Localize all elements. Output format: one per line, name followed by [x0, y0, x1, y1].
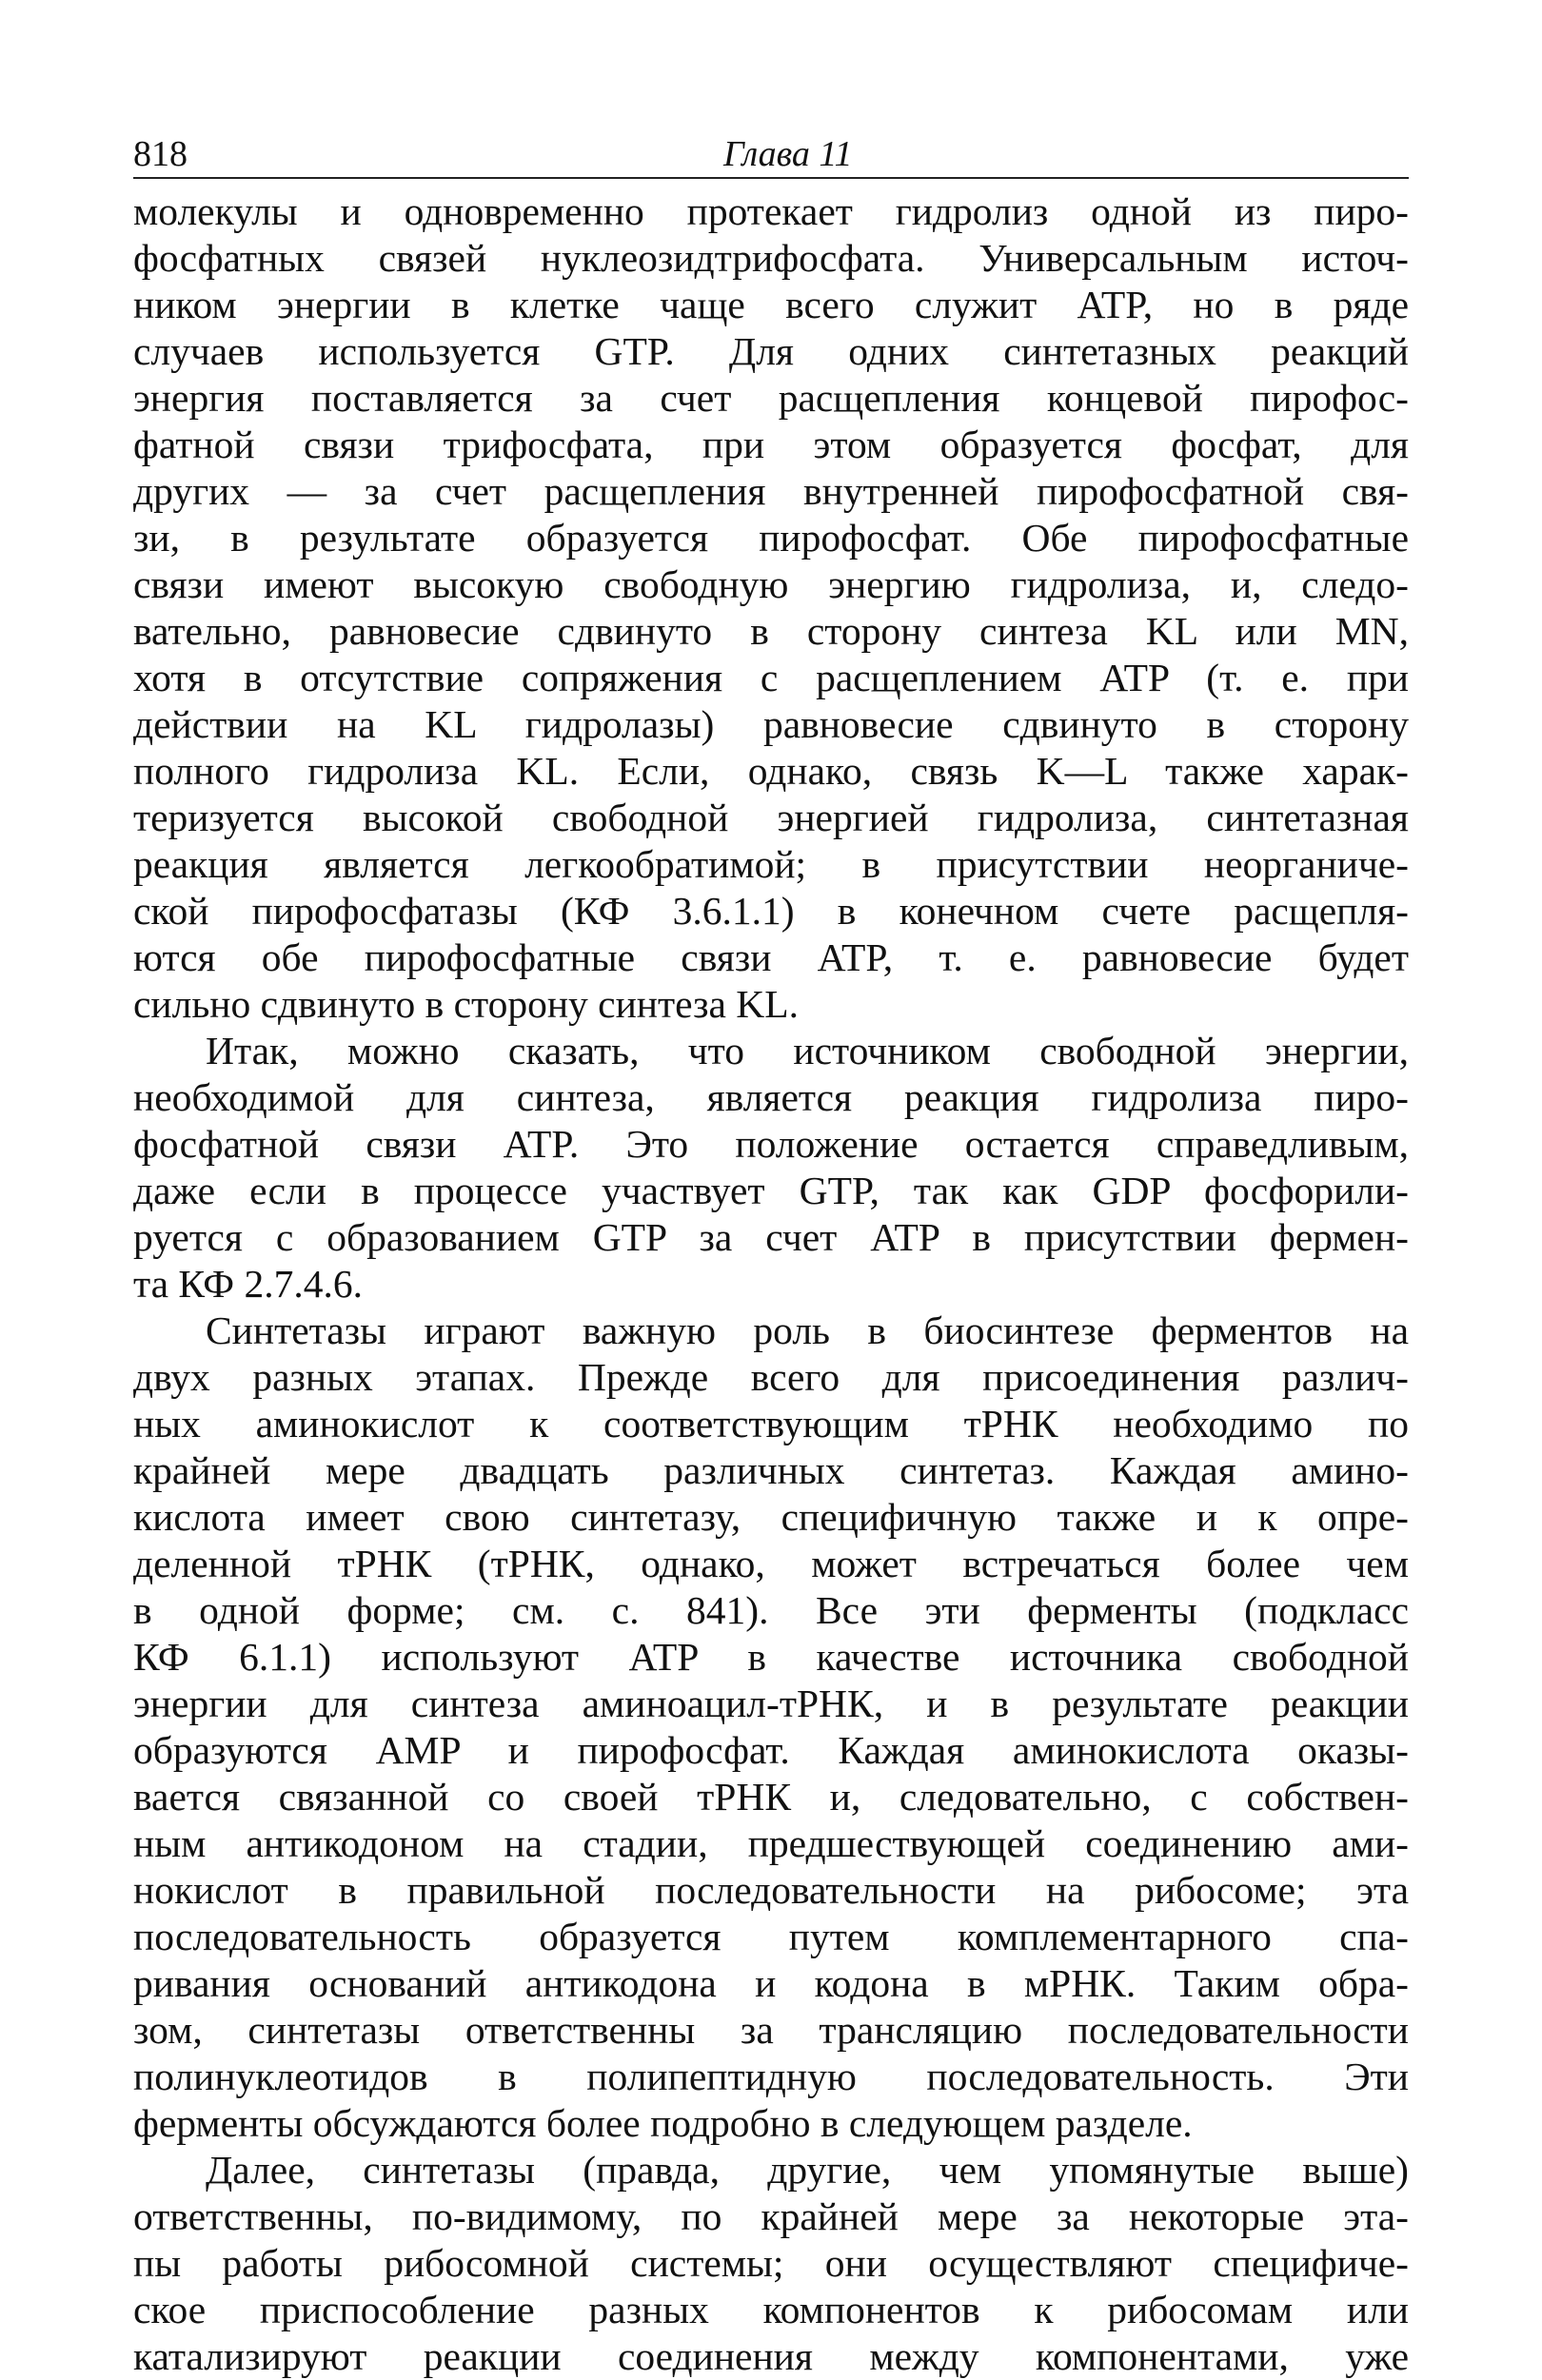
- text-line: ником энергии в клетке чаще всего служит ATP, но в ряде: [133, 283, 1409, 326]
- text-line: пы работы рибосомной системы; они осуществляют специфиче-: [133, 2241, 1409, 2285]
- text-line: деленной тРНК (тРНК, однако, может встречаться более чем: [133, 1542, 1409, 1585]
- text-line: руется с образованием GTP за счет ATP в присутствии фермен-: [133, 1215, 1409, 1259]
- text-line: необходимой для синтеза, является реакция гидролиза пиро-: [133, 1075, 1409, 1119]
- page-number: 818: [133, 134, 188, 174]
- text-line: КФ 6.1.1) используют ATP в качестве источника свободной: [133, 1635, 1409, 1679]
- text-line: последовательность образуется путем комплементарного спа-: [133, 1915, 1409, 1958]
- text-line: ривания оснований антикодона и кодона в мРНК. Таким обра-: [133, 1961, 1409, 2005]
- text-line: зи, в результате образуется пирофосфат. Обе пирофосфатные: [133, 516, 1409, 560]
- text-line: ское приспособление разных компонентов к рибосомам или: [133, 2288, 1409, 2331]
- text-line: вается связанной со своей тРНК и, следовательно, с собствен-: [133, 1775, 1409, 1819]
- text-line: теризуется высокой свободной энергией гидролиза, синтетазная: [133, 796, 1409, 839]
- text-line: фосфатной связи ATP. Это положение остается справедливым,: [133, 1122, 1409, 1166]
- text-line: действии на KL гидролазы) равновесие сдвинуто в сторону: [133, 702, 1409, 746]
- text-line: молекулы и одновременно протекает гидролиз одной из пиро-: [133, 189, 1409, 233]
- text-line: ответственны, по-видимому, по крайней мере за некоторые эта-: [133, 2194, 1409, 2238]
- text-line: сильно сдвинуто в сторону синтеза KL.: [133, 982, 799, 1026]
- text-line: других — за счет расщепления внутренней пирофосфатной свя-: [133, 469, 1409, 513]
- text-line: ным антикодоном на стадии, предшествующей соединению ами-: [133, 1821, 1409, 1865]
- text-line: фатной связи трифосфата, при этом образуется фосфат, для: [133, 423, 1409, 466]
- text-line: ферменты обсуждаются более подробно в следующем разделе.: [133, 2101, 1193, 2145]
- text-line: в одной форме; см. с. 841). Все эти ферменты (подкласс: [133, 1588, 1409, 1632]
- text-line: полного гидролиза KL. Если, однако, связь K—L также харак-: [133, 749, 1409, 793]
- text-line: ных аминокислот к соответствующим тРНК необходимо по: [133, 1402, 1409, 1446]
- text-line: ской пирофосфатазы (КФ 3.6.1.1) в конечном счете расщепля-: [133, 889, 1409, 933]
- text-line: даже если в процессе участвует GTP, так как GDP фосфорили-: [133, 1169, 1409, 1212]
- text-line: хотя в отсутствие сопряжения с расщеплением ATP (т. е. при: [133, 656, 1409, 699]
- text-line: та КФ 2.7.4.6.: [133, 1262, 363, 1306]
- body-text: [133, 188, 1409, 2380]
- paragraph-2: [133, 1028, 1409, 1308]
- text-line: энергии для синтеза аминоацил-тРНК, и в результате реакции: [133, 1682, 1409, 1725]
- chapter-title: Глава 11: [723, 134, 853, 174]
- paragraph-3: [133, 1308, 1409, 2147]
- text-line: реакция является легкообратимой; в присутствии неорганиче-: [133, 842, 1409, 886]
- text-line: зом, синтетазы ответственны за трансляцию последовательности: [133, 2008, 1409, 2052]
- text-line: Синтетазы играют важную роль в биосинтезе ферментов на: [206, 1308, 1409, 1352]
- running-header: [133, 120, 1409, 179]
- paragraph-4: [133, 2147, 1409, 2380]
- text-line: полинуклеотидов в полипептидную последовательность. Эти: [133, 2055, 1409, 2098]
- text-line: крайней мере двадцать различных синтетаз. Каждая амино-: [133, 1448, 1409, 1492]
- text-line: двух разных этапах. Прежде всего для присоединения различ-: [133, 1355, 1409, 1399]
- text-line: нокислот в правильной последовательности на рибосоме; эта: [133, 1868, 1409, 1912]
- text-line: фосфатных связей нуклеозидтрифосфата. Универсальным источ-: [133, 236, 1409, 280]
- text-line: Далее, синтетазы (правда, другие, чем упомянутые выше): [206, 2148, 1409, 2192]
- text-line: образуются AMP и пирофосфат. Каждая аминокислота оказы-: [133, 1728, 1409, 1772]
- text-line: кислота имеет свою синтетазу, специфичную также и к опре-: [133, 1495, 1409, 1539]
- text-line: Итак, можно сказать, что источником свободной энергии,: [206, 1029, 1409, 1072]
- text-line: ются обе пирофосфатные связи ATP, т. е. равновесие будет: [133, 935, 1409, 979]
- text-line: катализируют реакции соединения между компонентами, уже: [133, 2334, 1409, 2378]
- text-line: энергия поставляется за счет расщепления концевой пирофос-: [133, 376, 1409, 420]
- text-line: связи имеют высокую свободную энергию гидролиза, и, следо-: [133, 562, 1409, 606]
- text-line: случаев используется GTP. Для одних синтетазных реакций: [133, 329, 1409, 373]
- text-line: вательно, равновесие сдвинуто в сторону синтеза KL или MN,: [133, 609, 1409, 653]
- paragraph-1: [133, 188, 1409, 1028]
